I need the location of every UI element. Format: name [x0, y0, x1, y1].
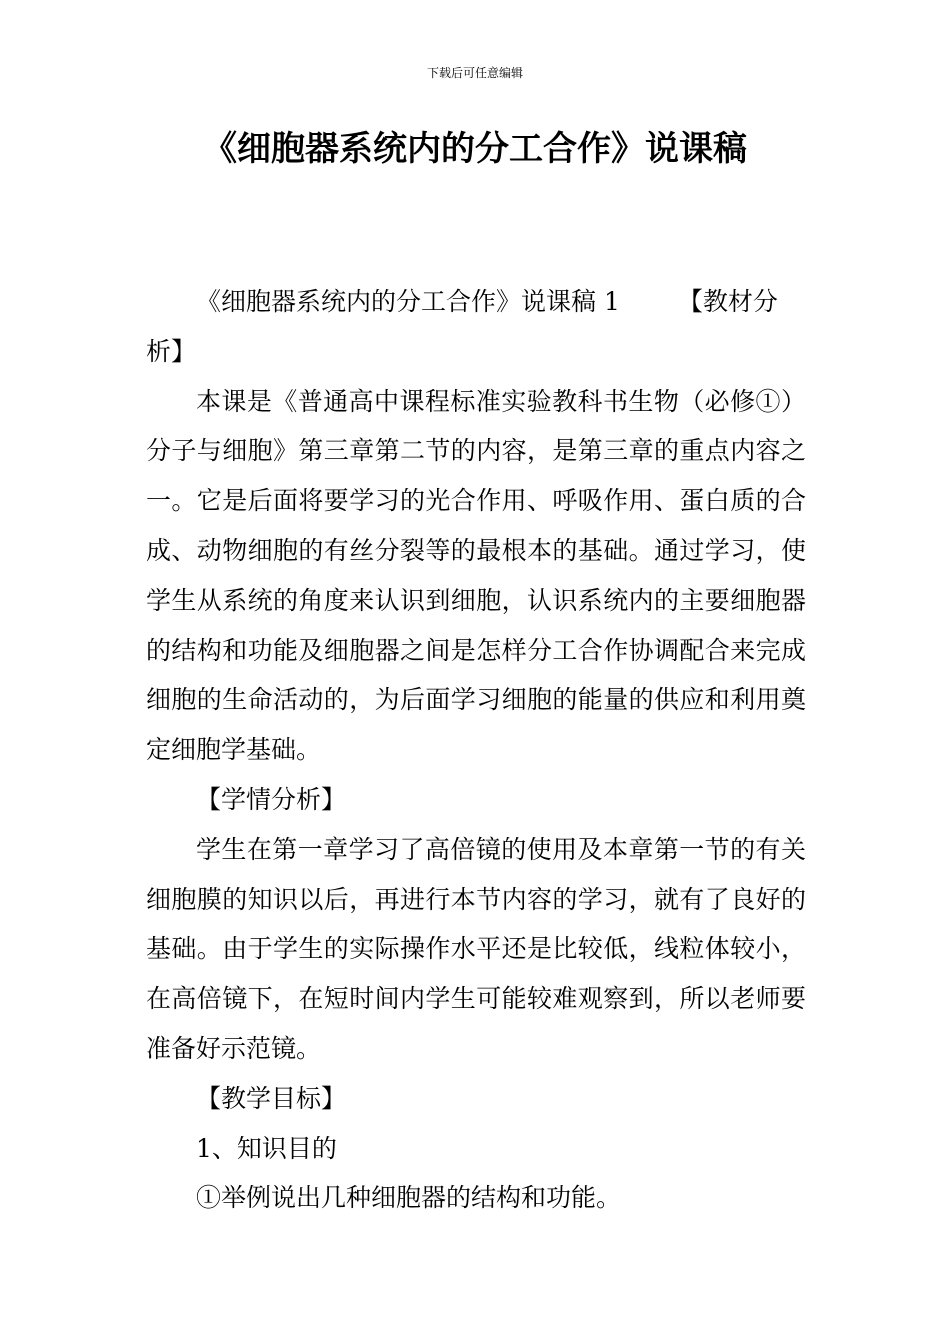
document-title: 《细胞器系统内的分工合作》说课稿 — [203, 129, 747, 169]
paragraph-students: 学生在第一章学习了高倍镜的使用及本章第一节的有关细胞膜的知识以后，再进行本节内容的学习，就有了良好的基础。由于学生的实际操作水平还是比较低，线粒体较小，在高倍镜下，在短时间内学生可能较难观察到，所以老师要准备好示范镜。 — [146, 834, 806, 1063]
document-subtitle: 《细胞器系统内的分工合作》说课稿 1 — [196, 287, 620, 316]
goal-item-1: ①举例说出几种细胞器的结构和功能。 — [196, 1183, 622, 1213]
section-heading-students: 【学情分析】 — [196, 784, 347, 814]
goal-knowledge-heading: 1、知识目的 — [196, 1133, 337, 1163]
document-body — [146, 277, 806, 1223]
subtitle-line — [146, 277, 806, 377]
section-heading-material: 【教材分析】 — [146, 287, 778, 366]
section-heading-goals: 【教学目标】 — [196, 1083, 347, 1113]
paragraph-material: 本课是《普通高中课程标准实验教科书生物（必修①）分子与细胞》第三章第二节的内容，是第三章的重点内容之一。它是后面将要学习的光合作用、呼吸作用、蛋白质的合成、动物细胞的有丝分裂等的最根本的基础。通过学习，使学生从系统的角度来认识到细胞，认识系统内的主要细胞器的结构和功能及细胞器之间是怎样分工合作协调配合来完成细胞的生命活动的，为后面学习细胞的能量的供应和利用奠定细胞学基础。 — [146, 386, 806, 765]
page-header-note: 下载后可任意编辑 — [426, 66, 523, 80]
